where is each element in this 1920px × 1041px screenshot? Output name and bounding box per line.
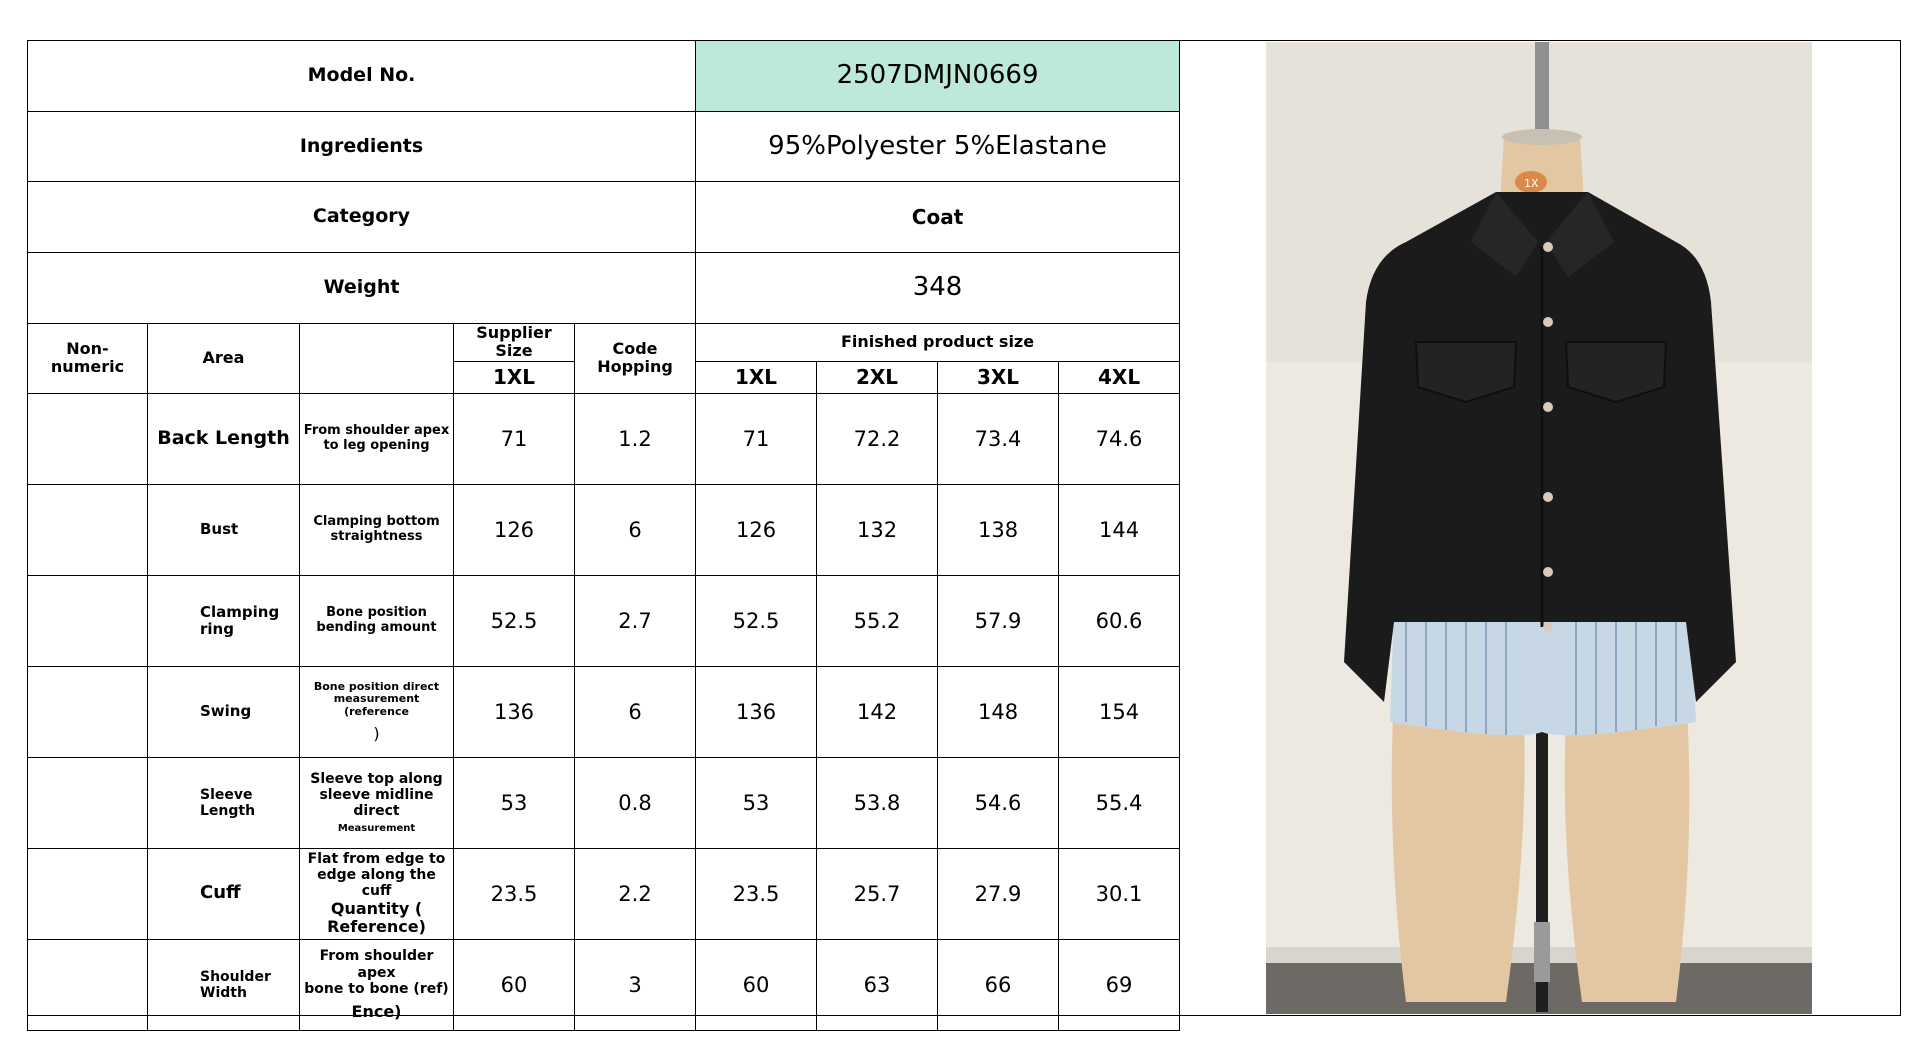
- description-line: Ence): [351, 1001, 402, 1021]
- area-cell: Bust: [148, 484, 300, 575]
- size-value: 69: [1059, 939, 1180, 1030]
- size-value: 74.6: [1059, 393, 1180, 484]
- mannequin-left-leg: [1392, 692, 1525, 1002]
- stand-spring: [1534, 922, 1550, 982]
- size-value: 30.1: [1059, 848, 1180, 939]
- ingredients-label: Ingredients: [28, 112, 696, 182]
- supplier-value: 71: [454, 393, 575, 484]
- model-row: [28, 41, 1180, 112]
- supplier-size-value: 1XL: [454, 361, 575, 393]
- measurement-row: [28, 939, 1180, 1030]
- non-numeric-cell: [28, 575, 148, 666]
- description-cell: [300, 575, 454, 666]
- non-numeric-cell: [28, 393, 148, 484]
- size-value: 72.2: [817, 393, 938, 484]
- size-value: 60.6: [1059, 575, 1180, 666]
- spec-table: [27, 40, 1180, 1031]
- description-line: Reference): [327, 916, 426, 936]
- non-numeric-cell: [28, 757, 148, 848]
- description-line: Clamping bottom: [313, 513, 440, 529]
- description-cell: [300, 666, 454, 757]
- description-line: bone to bone (ref): [304, 980, 449, 997]
- size-value: 73.4: [938, 393, 1059, 484]
- description-cell: [300, 757, 454, 848]
- description-cell: [300, 848, 454, 939]
- measurement-row: [28, 393, 1180, 484]
- ingredients-value: 95%Polyester 5%Elastane: [696, 112, 1180, 182]
- code-hopping-value: 2.2: [575, 848, 696, 939]
- non-numeric-cell: [28, 666, 148, 757]
- description-line: Bone position: [326, 604, 427, 620]
- description-cell: [300, 393, 454, 484]
- size-value: 60: [696, 939, 817, 1030]
- non-numeric-header: Non-numeric: [28, 324, 148, 394]
- measurement-row: [28, 848, 1180, 939]
- size-value: 57.9: [938, 575, 1059, 666]
- code-hopping-value: 6: [575, 484, 696, 575]
- size-value: 66: [938, 939, 1059, 1030]
- category-row: [28, 182, 1180, 253]
- size-header: 3XL: [938, 361, 1059, 393]
- code-hopping-value: 2.7: [575, 575, 696, 666]
- size-header: 2XL: [817, 361, 938, 393]
- non-numeric-cell: [28, 939, 148, 1030]
- supplier-value: 52.5: [454, 575, 575, 666]
- finished-size-header: Finished product size: [696, 324, 1180, 362]
- non-numeric-cell: [28, 848, 148, 939]
- supplier-size-header: Supplier Size: [454, 324, 575, 362]
- mannequin-jacket-illustration: [1266, 42, 1812, 1014]
- size-value: 148: [938, 666, 1059, 757]
- description-line: measurement (reference: [333, 692, 420, 718]
- code-hopping-value: 3: [575, 939, 696, 1030]
- area-cell: Clamping ring: [148, 575, 300, 666]
- weight-value: 348: [696, 253, 1180, 324]
- mannequin-right-leg: [1565, 692, 1690, 1002]
- supplier-value: 53: [454, 757, 575, 848]
- supplier-value: 60: [454, 939, 575, 1030]
- description-line: Flat from edge to: [307, 851, 446, 868]
- area-cell: Back Length: [148, 393, 300, 484]
- description-line: Quantity (: [330, 898, 423, 918]
- area-cell: Sleeve Length: [148, 757, 300, 848]
- product-photo: [1266, 42, 1812, 1014]
- size-header: 1XL: [696, 361, 817, 393]
- model-label: Model No.: [28, 41, 696, 112]
- size-value: 63: [817, 939, 938, 1030]
- size-value: 71: [696, 393, 817, 484]
- weight-row: [28, 253, 1180, 324]
- column-header-row: [28, 324, 1180, 362]
- stand-pole-top: [1535, 42, 1549, 137]
- code-hopping-value: 0.8: [575, 757, 696, 848]
- size-tag-text: 1X: [1524, 177, 1539, 190]
- supplier-value: 126: [454, 484, 575, 575]
- category-label: Category: [28, 182, 696, 253]
- description-line: Sleeve top along: [310, 770, 443, 787]
- description-line: From shoulder apex: [303, 422, 450, 438]
- description-line: Bone position direct: [313, 679, 440, 693]
- area-cell: Swing: [148, 666, 300, 757]
- description-line: ): [373, 723, 380, 743]
- measurement-row: [28, 484, 1180, 575]
- description-cell: [300, 939, 454, 1030]
- description-line: straightness: [330, 528, 423, 544]
- size-value: 54.6: [938, 757, 1059, 848]
- description-line: bending amount: [316, 619, 437, 635]
- size-value: 55.2: [817, 575, 938, 666]
- category-value: Coat: [696, 182, 1180, 253]
- description-line: From shoulder apex: [319, 948, 434, 981]
- size-value: 52.5: [696, 575, 817, 666]
- description-line: Measurement: [337, 823, 416, 835]
- area-header: Area: [148, 324, 300, 394]
- size-value: 138: [938, 484, 1059, 575]
- supplier-value: 23.5: [454, 848, 575, 939]
- size-header: 4XL: [1059, 361, 1180, 393]
- description-line: sleeve midline direct: [319, 786, 434, 820]
- size-value: 53: [696, 757, 817, 848]
- size-value: 154: [1059, 666, 1180, 757]
- code-hopping-value: 1.2: [575, 393, 696, 484]
- size-value: 23.5: [696, 848, 817, 939]
- size-value: 142: [817, 666, 938, 757]
- weight-label: Weight: [28, 253, 696, 324]
- description-line: edge along the cuff: [317, 867, 436, 900]
- ingredients-row: [28, 112, 1180, 182]
- measurement-row: [28, 757, 1180, 848]
- code-hopping-value: 6: [575, 666, 696, 757]
- area-cell: Cuff: [148, 848, 300, 939]
- description-line: to leg opening: [323, 437, 430, 453]
- measurement-row: [28, 666, 1180, 757]
- measurement-row: [28, 575, 1180, 666]
- code-hopping-header: Code Hopping: [575, 324, 696, 394]
- size-value: 27.9: [938, 848, 1059, 939]
- description-cell: [300, 484, 454, 575]
- size-value: 144: [1059, 484, 1180, 575]
- non-numeric-cell: [28, 484, 148, 575]
- size-value: 25.7: [817, 848, 938, 939]
- description-header: [300, 324, 454, 394]
- size-value: 55.4: [1059, 757, 1180, 848]
- size-value: 53.8: [817, 757, 938, 848]
- model-value: 2507DMJN0669: [696, 41, 1180, 112]
- size-value: 132: [817, 484, 938, 575]
- size-value: 126: [696, 484, 817, 575]
- size-value: 136: [696, 666, 817, 757]
- area-cell: Shoulder Width: [148, 939, 300, 1030]
- supplier-value: 136: [454, 666, 575, 757]
